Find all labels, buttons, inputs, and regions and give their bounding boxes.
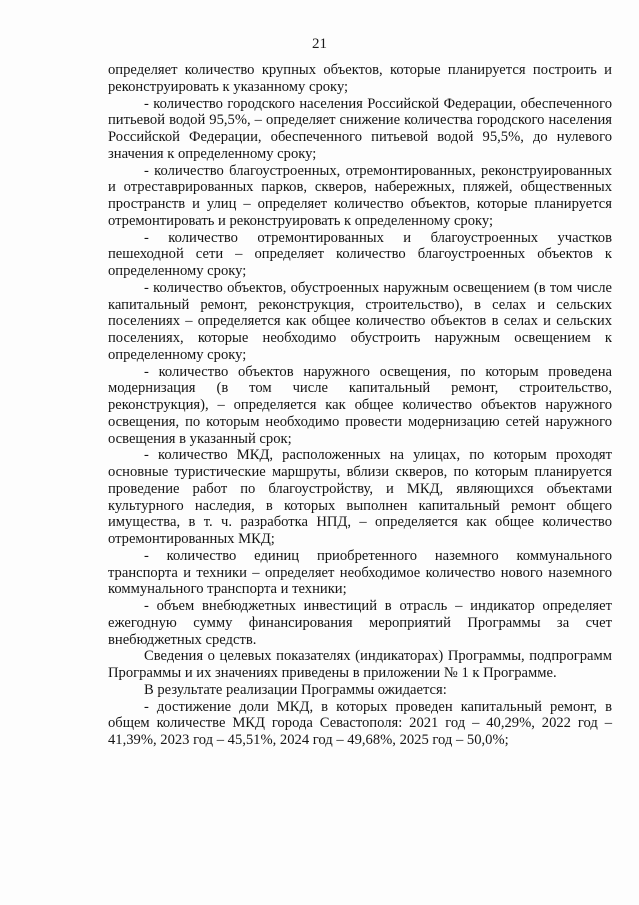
paragraph-expected-results-heading: В результате реализации Программы ожидается:: [144, 681, 447, 698]
paragraph-outdoor-lighting-modernization: - количество объектов наружного освещения, по которым проведена модернизация (в том числе капитальный ремонт, строительство, реконструкция), – определяется как общее количество объектов наружного освещения, по которым необходимо провести модернизацию сетей наружного освещения в указанный срок;: [108, 363, 612, 447]
paragraph-urban-population-water: - количество городского населения Российской Федерации, обеспеченного питьевой водой 95,5%, – определяет снижение количества городского населения Российской Федерации, обеспеченного питьевой водой 95,5%, до нулевого значения к определенному сроку;: [108, 95, 612, 162]
paragraph-capital-repair-share: - достижение доли МКД, в которых проведен капитальный ремонт, в общем количестве МКД города Севастополя: 2021 год – 40,29%, 2022 год – 41,39%, 2023 год – 45,51%, 2024 год – 49,68%, 2025 год – 50,0%;: [108, 698, 612, 748]
paragraph-indicators-reference: Сведения о целевых показателях (индикаторах) Программы, подпрограмм Программы и их значениях приведены в приложении № 1 к Программе.: [108, 648, 612, 681]
page-number: 21: [312, 36, 327, 52]
paragraph-apartment-buildings-repair: - количество МКД, расположенных на улицах, по которым проходят основные туристические маршруты, вблизи скверов, по которым планируется проведение работ по благоустройству, и МКД, являющихся объектами культурного наследия, в которых выполнен капитальный ремонт общего имущества, в т. ч. разработка НПД, – определяется как общее количество отремонтированных МКД;: [108, 447, 612, 547]
document-body: [108, 62, 612, 749]
paragraph-outdoor-lighting-villages: - количество объектов, обустроенных наружным освещением (в том числе капитальный ремонт, реконструкция, строительство), в селах и сельских поселениях – определяется как общее количество объектов в селах и сельских поселениях, которые необходимо обустроить наружным освещением к определенному сроку;: [108, 279, 612, 363]
paragraph-extrabudgetary-investment: - объем внебюджетных инвестиций в отрасль – индикатор определяет ежегодную сумму финансирования мероприятий Программы за счет внебюджетных средств.: [108, 598, 612, 648]
paragraph-parks-public-spaces: - количество благоустроенных, отремонтированных, реконструированных и отреставрированных парков, скверов, набережных, пляжей, общественных пространств и улиц – определяет количество объектов, которые планируется отремонтировать и реконструировать к определенному сроку;: [108, 162, 612, 229]
paragraph-pedestrian-network: - количество отремонтированных и благоустроенных участков пешеходной сети – определяет количество благоустроенных объектов к определенному сроку;: [108, 229, 612, 279]
paragraph-continuation: определяет количество крупных объектов, которые планируется построить и реконструировать к указанному сроку;: [108, 62, 612, 95]
paragraph-municipal-transport: - количество единиц приобретенного наземного коммунального транспорта и техники – определяет необходимое количество нового наземного коммунального транспорта и техники;: [108, 547, 612, 598]
